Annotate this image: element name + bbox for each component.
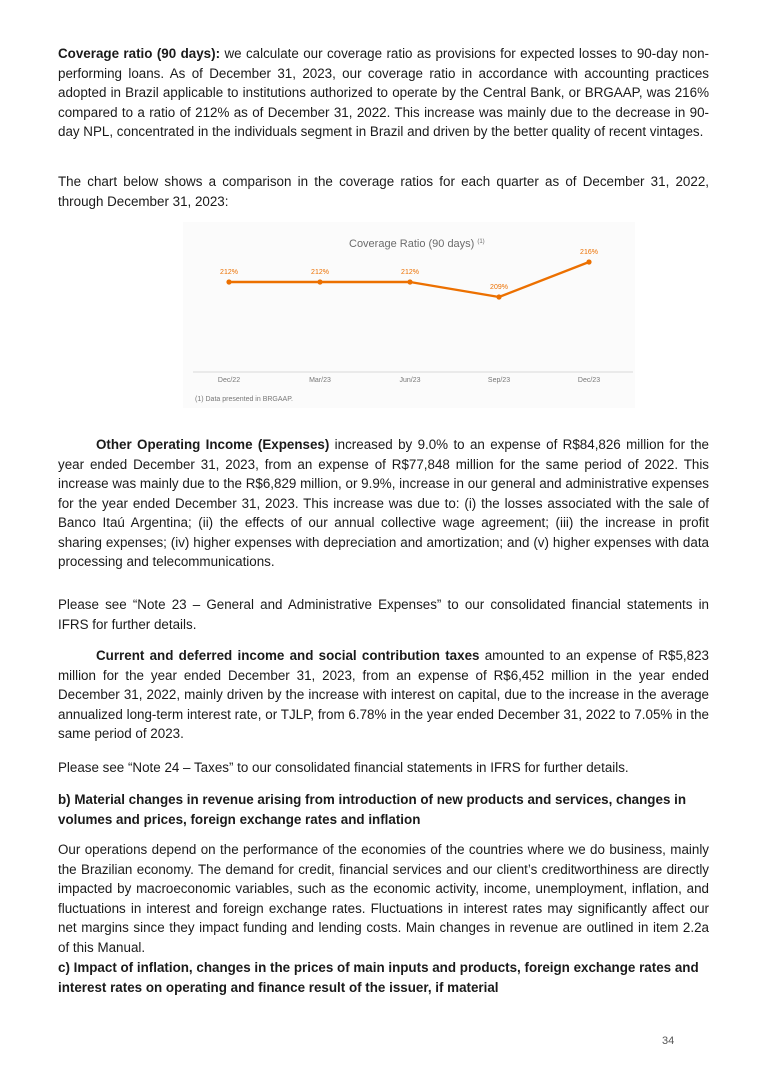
note-23-text: Please see “Note 23 – General and Administrative Expenses” to our consolidated financial statements in IFRS for further details.: [58, 597, 709, 632]
page-number: 34: [662, 1035, 675, 1047]
section-c-heading: [58, 958, 709, 997]
data-point-1: [226, 279, 231, 284]
data-label-4: 209%: [490, 284, 508, 291]
chart-title-text: Coverage Ratio (90 days): [349, 238, 475, 250]
data-point-4: [496, 294, 501, 299]
chart-intro-paragraph: [58, 172, 709, 211]
other-operating-income-term: Other Operating Income (Expenses): [96, 437, 330, 452]
coverage-ratio-paragraph: [58, 44, 709, 142]
data-label-3: 212%: [401, 269, 419, 276]
chart-svg: [183, 222, 635, 408]
data-point-2: [317, 279, 322, 284]
chart-title-superscript: (1): [477, 239, 485, 245]
section-c-heading-text: c) Impact of inflation, changes in the prices of main inputs and products, foreign exchange rates and interest rates on operating and finance result of the issuer, if material: [58, 960, 699, 995]
economic-environment-text: Our operations depend on the performance of the economies of the countries where we do business, mainly the Brazilian economy. The demand for credit, financial services and our client’s creditworthiness are directly impacted by macroeconomic variables, such as the economic activity, income, unemployment, inflation, and fluctuations in interest and foreign exchange rates. Fluctuations in interest rates may significantly affect our net margins since they impact funding and lending costs. Main changes in revenue are outlined in item 2.2a of this Manual.: [58, 842, 709, 955]
chart-title: [349, 238, 485, 250]
data-label-5: 216%: [580, 249, 598, 256]
x-tick-label-1: Dec/22: [217, 377, 241, 384]
note-24-text: Please see “Note 24 – Taxes” to our consolidated financial statements in IFRS for further details.: [58, 760, 629, 775]
other-operating-income-paragraph: [58, 435, 709, 572]
section-b-heading: [58, 790, 709, 829]
income-taxes-text: amounted to an expense of R$5,823 million for the year ended December 31, 2023, from an expense of R$6,452 million in the year ended December 31, 2022, mainly driven by the increase with interest on capital, due to the increase in the average annualized long-term interest rate, or TJLP, from 6.78% in the year ended December 31, 2022 to 7.05% in the same period of 2023.: [58, 648, 709, 741]
x-tick-label-4: Sep/23: [487, 377, 511, 384]
other-operating-income-text: increased by 9.0% to an expense of R$84,826 million for the year ended December 31, 2023, from an expense of R$77,848 million for the same period of 2022. This increase was mainly due to the R$6,829 million, or 9.9%, increase in our general and administrative expenses for the year ended December 31, 2023. This increase was due to: (i) the losses associated with the sale of Banco Itaú Argentina; (ii) the effects of our annual collective wage agreement; (iii) the increase in profit sharing expenses; (iv) higher expenses with depreciation and amortization; and (v) higher expenses with data processing and telecommunications.: [58, 437, 709, 569]
data-point-5: [586, 259, 591, 264]
coverage-ratio-term: Coverage ratio (90 days):: [58, 46, 221, 61]
economic-environment-paragraph: [58, 840, 709, 957]
x-tick-label-3: Jun/23: [399, 377, 421, 384]
income-taxes-term: Current and deferred income and social contribution taxes: [96, 648, 480, 663]
income-taxes-paragraph: [58, 646, 709, 744]
note-23-paragraph: [58, 595, 709, 634]
x-tick-label-5: Dec/23: [577, 377, 601, 384]
x-tick-label-2: Mar/23: [309, 377, 331, 384]
data-label-1: 212%: [220, 269, 238, 276]
data-point-3: [407, 279, 412, 284]
coverage-ratio-text: we calculate our coverage ratio as provisions for expected losses to 90-day non-performing loans. As of December 31, 2023, our coverage ratio in accordance with accounting practices adopted in Brazil applicable to institutions authorized to operate by the Central Bank, or BRGAAP, was 216% compared to a ratio of 212% as of December 31, 2022. This increase was mainly due to the decrease in 90-day NPL, concentrated in the individuals segment in Brazil and driven by the better quality of recent vintages.: [58, 46, 709, 139]
section-b-heading-text: b) Material changes in revenue arising from introduction of new products and services, changes in volumes and prices, foreign exchange rates and inflation: [58, 792, 687, 827]
data-label-2: 212%: [311, 269, 329, 276]
note-24-paragraph: [58, 758, 709, 778]
chart-footnote: (1) Data presented in BRGAAP.: [195, 396, 293, 403]
coverage-ratio-chart: [183, 222, 635, 408]
chart-intro-text: The chart below shows a comparison in the coverage ratios for each quarter as of December 31, 2022, through December 31, 2023:: [58, 174, 709, 209]
